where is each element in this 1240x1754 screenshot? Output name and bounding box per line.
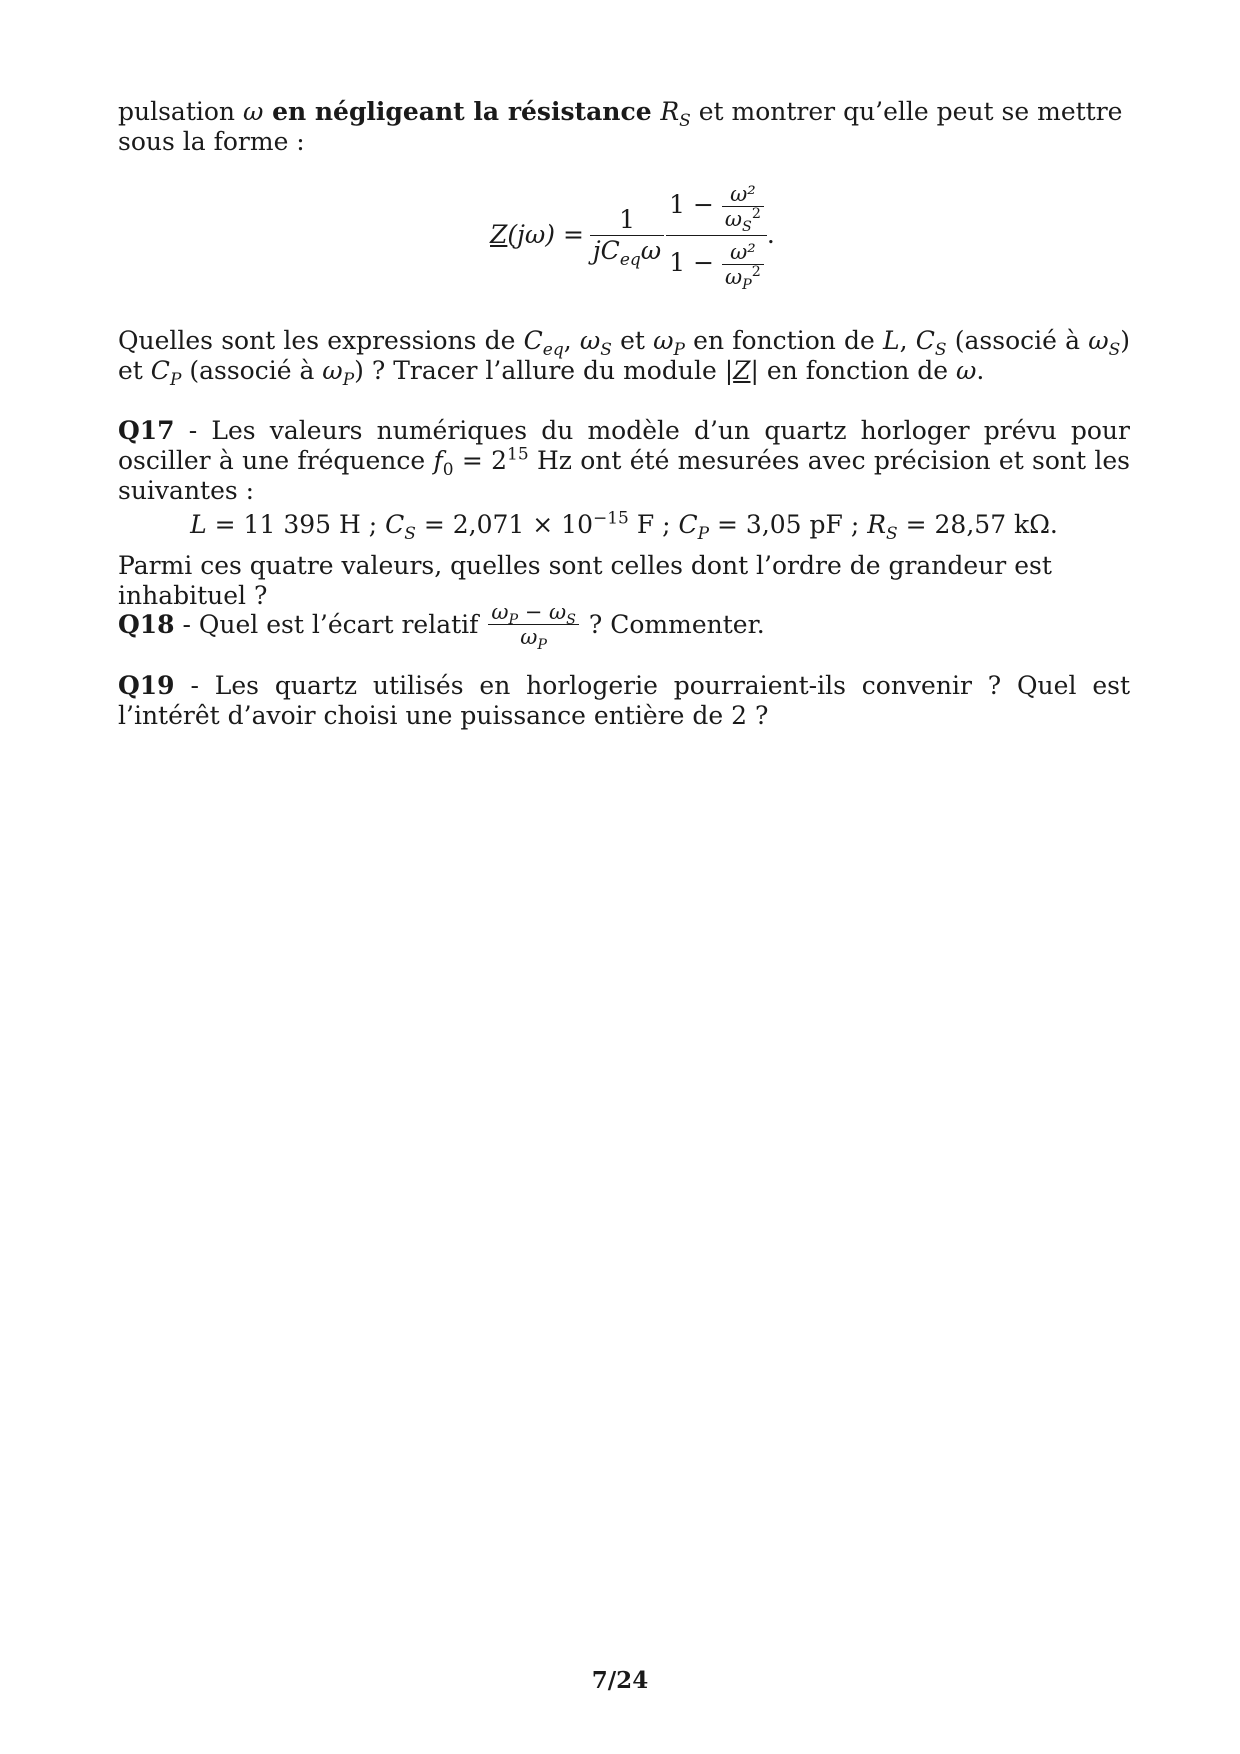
question-19: Q19 - Les quartz utilisés en horlogerie pourraient-ils convenir ? Quel est l’intérêt d’avoir choisi une puissance entière de 2 ? bbox=[118, 671, 1130, 730]
fraction-one-over-jceqw bbox=[590, 204, 664, 270]
page-number: 7/24 bbox=[591, 1667, 649, 1694]
question-17: Q17 - Les valeurs numériques du modèle d’un quartz horloger prévu pour osciller à une fréquence $f_0 = 2^{15}$ Hz ont été mesurées avec précision et sont les suivantes : bbox=[118, 416, 1130, 505]
omega-symbol: ω bbox=[242, 97, 264, 126]
denominator: $jC_{eq}\omega$ bbox=[592, 235, 662, 270]
expressions-paragraph: Quelles sont les expressions de $C_{eq}$, $\omega_S$ et $\omega_P$ en fonction de L, $C_S$ (associé à $\omega_S$) et $C_P$ (associé à $\omega_P$) ? Tracer l’allure du module |Z| en fonction de ω. bbox=[118, 326, 1131, 390]
ratio-numerator bbox=[666, 182, 767, 236]
formula-arg: (jω) = bbox=[507, 220, 584, 249]
rs-subscript: S bbox=[679, 111, 691, 131]
impedance-formula bbox=[490, 160, 775, 310]
period: . bbox=[766, 220, 775, 249]
question-label: Q17 bbox=[118, 416, 175, 445]
bold-text: en négligeant la résistance bbox=[263, 97, 661, 126]
question-label: Q19 bbox=[118, 671, 175, 700]
text: 1 − bbox=[669, 247, 715, 277]
numerator: 1 bbox=[590, 205, 664, 236]
fraction-ratio bbox=[666, 181, 767, 293]
text: 1 − bbox=[669, 189, 714, 219]
question-label: Q18 bbox=[118, 609, 175, 639]
omega-over-omegas: $\frac{\text{ω²}}{\omega_S^2}$ bbox=[722, 182, 764, 231]
z-symbol: Z bbox=[490, 220, 508, 249]
order-of-magnitude-question: Parmi ces quatre valeurs, quelles sont celles dont l’ordre de grandeur est inhabituel ? bbox=[118, 551, 1052, 610]
ratio-denominator bbox=[666, 236, 767, 293]
text: et montrer qu’elle peut se mettre sous la forme : bbox=[118, 97, 1123, 156]
question-18: Q18 - Quel est l’écart relatif $\frac{\omega_P - \omega_S}{\omega_P}$ ? Commenter. bbox=[118, 600, 765, 654]
intro-paragraph bbox=[118, 97, 1130, 157]
rs-symbol: R bbox=[660, 97, 680, 126]
text: pulsation bbox=[118, 97, 243, 126]
relative-gap-fraction: $\frac{\omega_P - \omega_S}{\omega_P}$ bbox=[488, 600, 579, 649]
omega-over-omegap: $\frac{\text{ω²}}{\omega_P^2}$ bbox=[722, 240, 764, 289]
quartz-values: L = 11 395 H ; $C_S = 2,071 \times 10^{-15}$ F ; $C_P = 3,05$ pF ; $R_S = 28,57$ kΩ. bbox=[190, 508, 1058, 544]
